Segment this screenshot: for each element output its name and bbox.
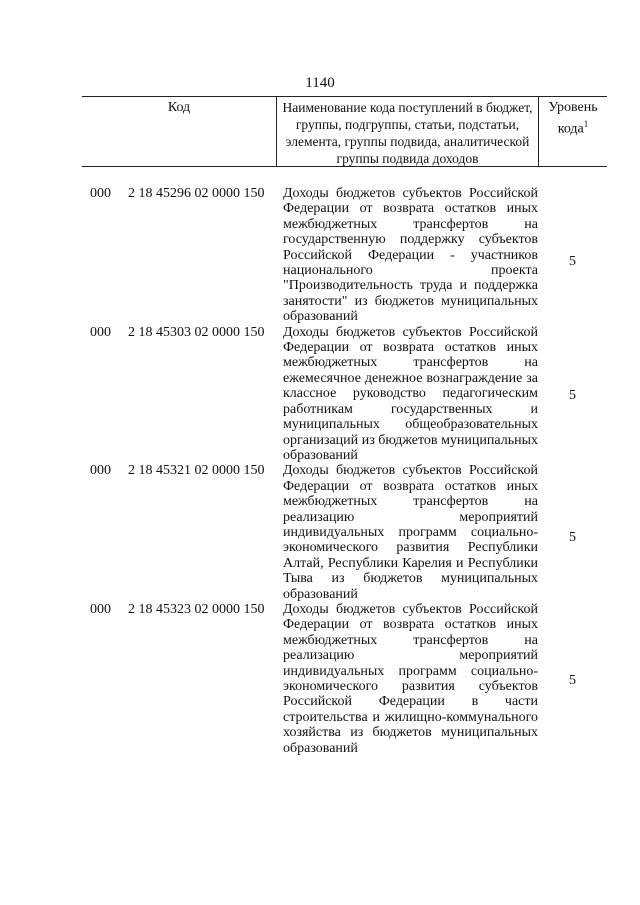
table-header [82, 96, 607, 167]
row-prefix: 000 [90, 601, 111, 617]
header-level-label: Уровень кода [548, 100, 598, 137]
row-level: 5 [569, 254, 576, 269]
header-name: Наименование кода поступлений в бюджет, группы, подгруппы, статьи, подстатьи, элемента, группы подвида, аналитической группы подвида доходов [277, 97, 539, 166]
row-name: Доходы бюджетов субъектов Российской Федерации от возврата остатков иных межбюджетных трансфертов на реализацию мероприятий индивидуальных программ социально-экономического развития субъектов Российской Федерации в части строительства и жилищно-коммунального хозяйства из бюджетов муниципальных образований [283, 601, 538, 756]
table-body [0, 186, 640, 756]
page-number: 1140 [305, 75, 335, 91]
row-code: 2 18 45321 02 0000 150 [128, 463, 265, 479]
row-level: 5 [569, 530, 576, 546]
table-row [0, 186, 640, 325]
row-code: 2 18 45296 02 0000 150 [128, 186, 265, 201]
row-prefix: 000 [90, 463, 111, 479]
table-row [0, 325, 640, 464]
row-level: 5 [569, 672, 576, 688]
row-prefix: 000 [90, 186, 111, 201]
row-level: 5 [569, 387, 576, 403]
header-code: Код [82, 97, 277, 166]
header-level [539, 97, 607, 166]
table-row [0, 463, 640, 602]
row-code: 2 18 45303 02 0000 150 [128, 324, 265, 340]
row-name: Доходы бюджетов субъектов Российской Федерации от возврата остатков иных межбюджетных трансфертов на ежемесячное денежное вознаграждение за классное руководство педагогическим работникам государственных и муниципальных общеобразовательных организаций из бюджетов муниципальных образований [283, 324, 538, 463]
row-name: Доходы бюджетов субъектов Российской Федерации от возврата остатков иных межбюджетных трансфертов на реализацию мероприятий индивидуальных программ социально-экономического развития Республики Алтай, Республики Карелия и Республики Тыва из бюджетов муниципальных образований [283, 463, 538, 602]
header-level-footnote: 1 [583, 119, 589, 129]
row-name: Доходы бюджетов субъектов Российской Федерации от возврата остатков иных межбюджетных трансфертов на государственную поддержку субъектов Российской Федерации - участников национального проекта "Производительность труда и поддержка занятости" из бюджетов муниципальных образований [283, 186, 538, 325]
table-row [0, 602, 640, 756]
row-prefix: 000 [90, 324, 111, 340]
row-code: 2 18 45323 02 0000 150 [128, 601, 265, 617]
